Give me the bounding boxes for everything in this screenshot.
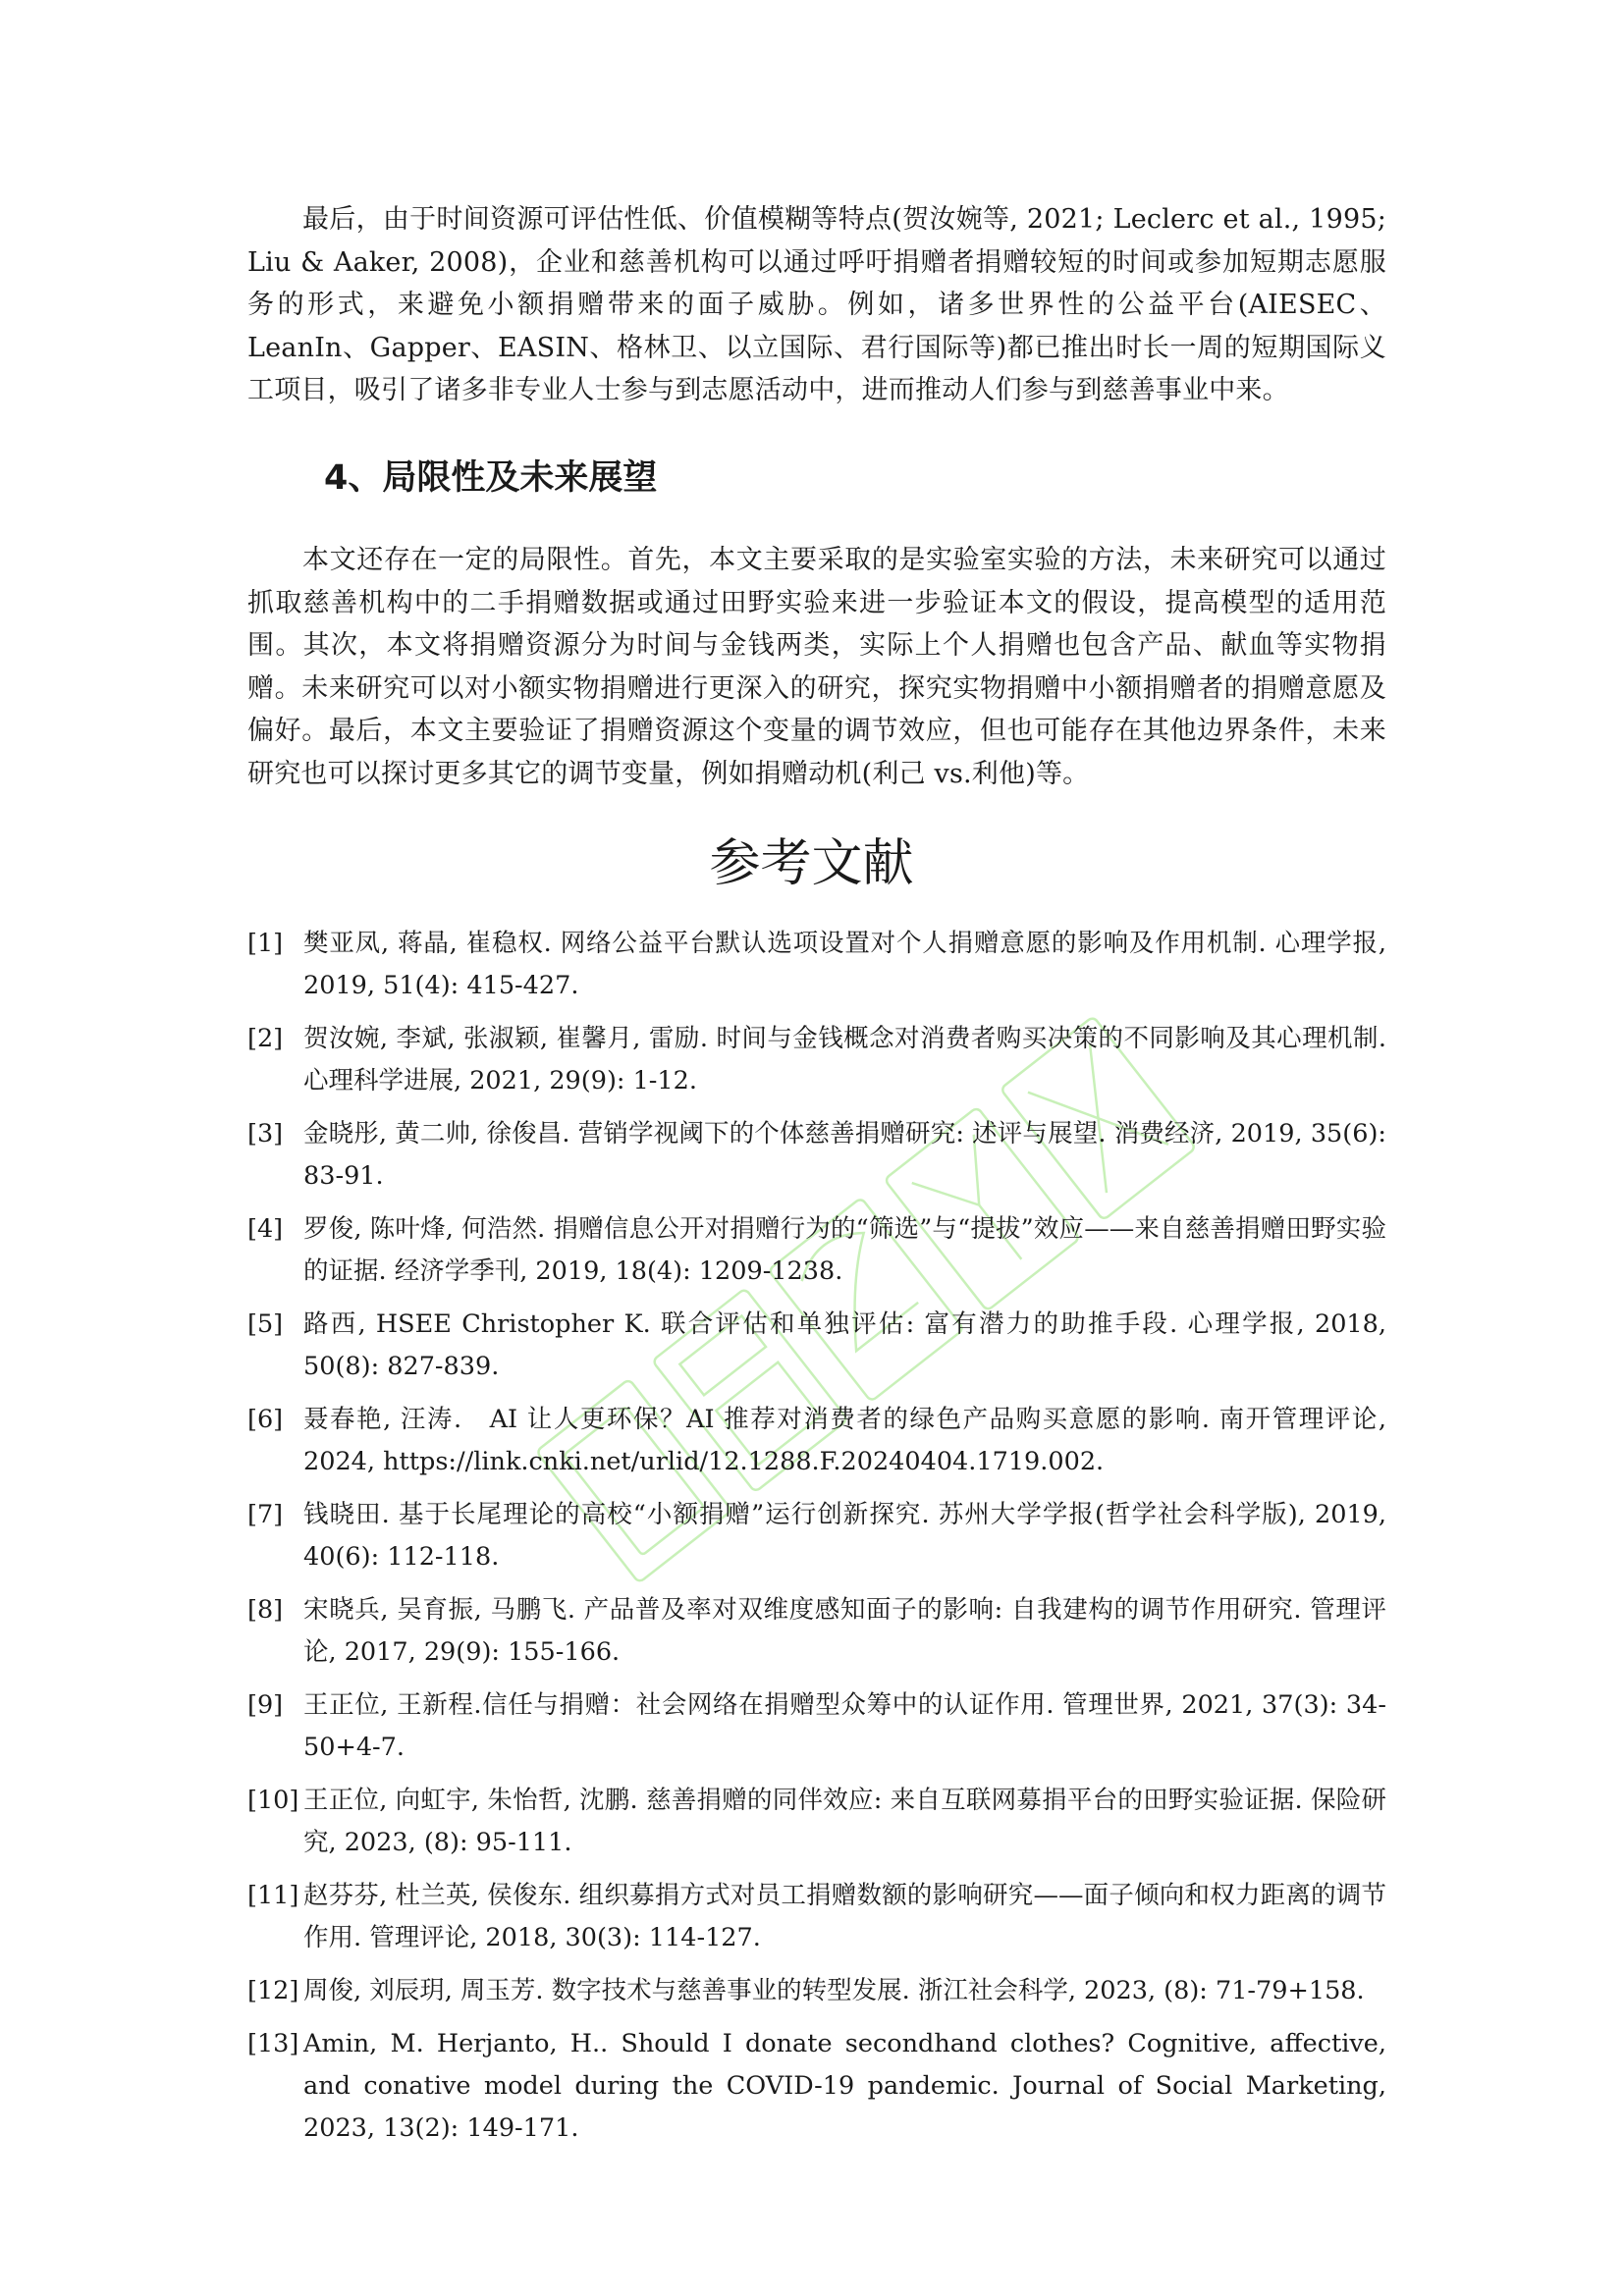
reference-item: [247, 1970, 1386, 2012]
reference-text: 金晓彤, 黄二帅, 徐俊昌. 营销学视阈下的个体慈善捐赠研究: 述评与展望. 消费经济, 2019, 35(6): 83-91.: [303, 1119, 1386, 1191]
reference-text: 罗俊, 陈叶烽, 何浩然. 捐赠信息公开对捐赠行为的“筛选”与“提拔”效应——来自慈善捐赠田野实验的证据. 经济学季刊, 2019, 18(4): 1209-1238.: [303, 1214, 1386, 1286]
reference-number: [1]: [247, 929, 284, 958]
reference-item: [247, 1875, 1386, 1959]
reference-number: [9]: [247, 1690, 284, 1720]
reference-text: Amin, M. Herjanto, H.. Should I donate secondhand clothes? Cognitive, affective, and conative model during the COVID-19 pandemic. Journal of Social Marketing, 2023, 13(2): 149-171.: [303, 2029, 1386, 2143]
reference-text: 宋晓兵, 吴育振, 马鹏飞. 产品普及率对双维度感知面子的影响: 自我建构的调节作用研究. 管理评论, 2017, 29(9): 155-166.: [303, 1595, 1386, 1667]
reference-number: [12]: [247, 1976, 299, 2005]
reference-text: 钱晓田. 基于长尾理论的高校“小额捐赠”运行创新探究. 苏州大学学报(哲学社会科学版), 2019, 40(6): 112-118.: [303, 1500, 1386, 1572]
reference-number: [10]: [247, 1786, 299, 1815]
reference-number: [7]: [247, 1500, 284, 1529]
reference-text: 贺汝婉, 李斌, 张淑颖, 崔馨月, 雷励. 时间与金钱概念对消费者购买决策的不同影响及其心理机制. 心理科学进展, 2021, 29(9): 1-12.: [303, 1024, 1386, 1095]
reference-text: 王正位, 向虹宇, 朱怡哲, 沈鹏. 慈善捐赠的同伴效应: 来自互联网募捐平台的田野实验证据. 保险研究, 2023, (8): 95-111.: [303, 1786, 1386, 1857]
paragraph-time-donation: 最后，由于时间资源可评估性低、价值模糊等特点(贺汝婉等, 2021; Leclerc et al., 1995; Liu & Aaker, 2008)，企业和慈善机构可以通过呼吁捐赠者捐赠较短的时间或参加短期志愿服务的形式，来避免小额捐赠带来的面子威胁。例如，诸多世界性的公益平台(AIESEC、LeanIn、Gapper、EASIN、格林卫、以立国际、君行国际等)都已推出时长一周的短期国际义工项目，吸引了诸多非专业人士参与到志愿活动中，进而推动人们参与到慈善事业中来。: [247, 204, 1386, 406]
paragraph-limitations: 本文还存在一定的局限性。首先，本文主要采取的是实验室实验的方法，未来研究可以通过抓取慈善机构中的二手捐赠数据或通过田野实验来进一步验证本文的假设，提高模型的适用范围。其次，本文将捐赠资源分为时间与金钱两类，实际上个人捐赠也包含产品、献血等实物捐赠。未来研究可以对小额实物捐赠进行更深入的研究，探究实物捐赠中小额捐赠者的捐赠意愿及偏好。最后，本文主要验证了捐赠资源这个变量的调节效应，但也可能存在其他边界条件，未来研究也可以探讨更多其它的调节变量，例如捐赠动机(利己 vs.利他)等。: [247, 545, 1386, 789]
reference-item: [247, 1113, 1386, 1198]
reference-number: [2]: [247, 1024, 284, 1053]
reference-number: [11]: [247, 1881, 299, 1910]
reference-item: [247, 1494, 1386, 1578]
reference-text: 周俊, 刘辰玥, 周玉芳. 数字技术与慈善事业的转型发展. 浙江社会科学, 2023, (8): 71-79+158.: [303, 1976, 1365, 2005]
reference-text: 樊亚凤, 蒋晶, 崔稳权. 网络公益平台默认选项设置对个人捐赠意愿的影响及作用机制. 心理学报, 2019, 51(4): 415-427.: [303, 929, 1386, 1000]
references-title: 参考文献: [709, 834, 914, 893]
reference-text: 路西, HSEE Christopher K. 联合评估和单独评估: 富有潜力的助推手段. 心理学报, 2018, 50(8): 827-839.: [303, 1309, 1386, 1381]
reference-item: [247, 1589, 1386, 1674]
reference-text: 聂春艳, 汪涛. AI 让人更环保？AI 推荐对消费者的绿色产品购买意愿的影响. 南开管理评论, 2024, https://link.cnki.net/urlid/12.1288.F.20240404.1719.002.: [303, 1405, 1386, 1476]
reference-item: [247, 923, 1386, 1007]
reference-item: [247, 1684, 1386, 1769]
reference-number: [6]: [247, 1405, 284, 1434]
reference-text: 王正位, 王新程.信任与捐赠：社会网络在捐赠型众筹中的认证作用. 管理世界, 2021, 37(3): 34-50+4-7.: [303, 1690, 1386, 1762]
reference-number: [4]: [247, 1214, 284, 1244]
reference-number: [8]: [247, 1595, 284, 1625]
reference-list: [247, 923, 1386, 2161]
reference-text: 赵芬芬, 杜兰英, 侯俊东. 组织募捐方式对员工捐赠数额的影响研究——面子倾向和权力距离的调节作用. 管理评论, 2018, 30(3): 114-127.: [303, 1881, 1386, 1952]
reference-item: [247, 1780, 1386, 1864]
reference-number: [13]: [247, 2029, 299, 2058]
reference-number: [5]: [247, 1309, 284, 1339]
reference-item: [247, 1304, 1386, 1388]
reference-number: [3]: [247, 1119, 284, 1148]
reference-item: [247, 1018, 1386, 1102]
reference-item: [247, 1399, 1386, 1483]
reference-item: [247, 1208, 1386, 1293]
reference-item: [247, 2023, 1386, 2150]
section-heading-limitations: 4、局限性及未来展望: [324, 458, 658, 498]
